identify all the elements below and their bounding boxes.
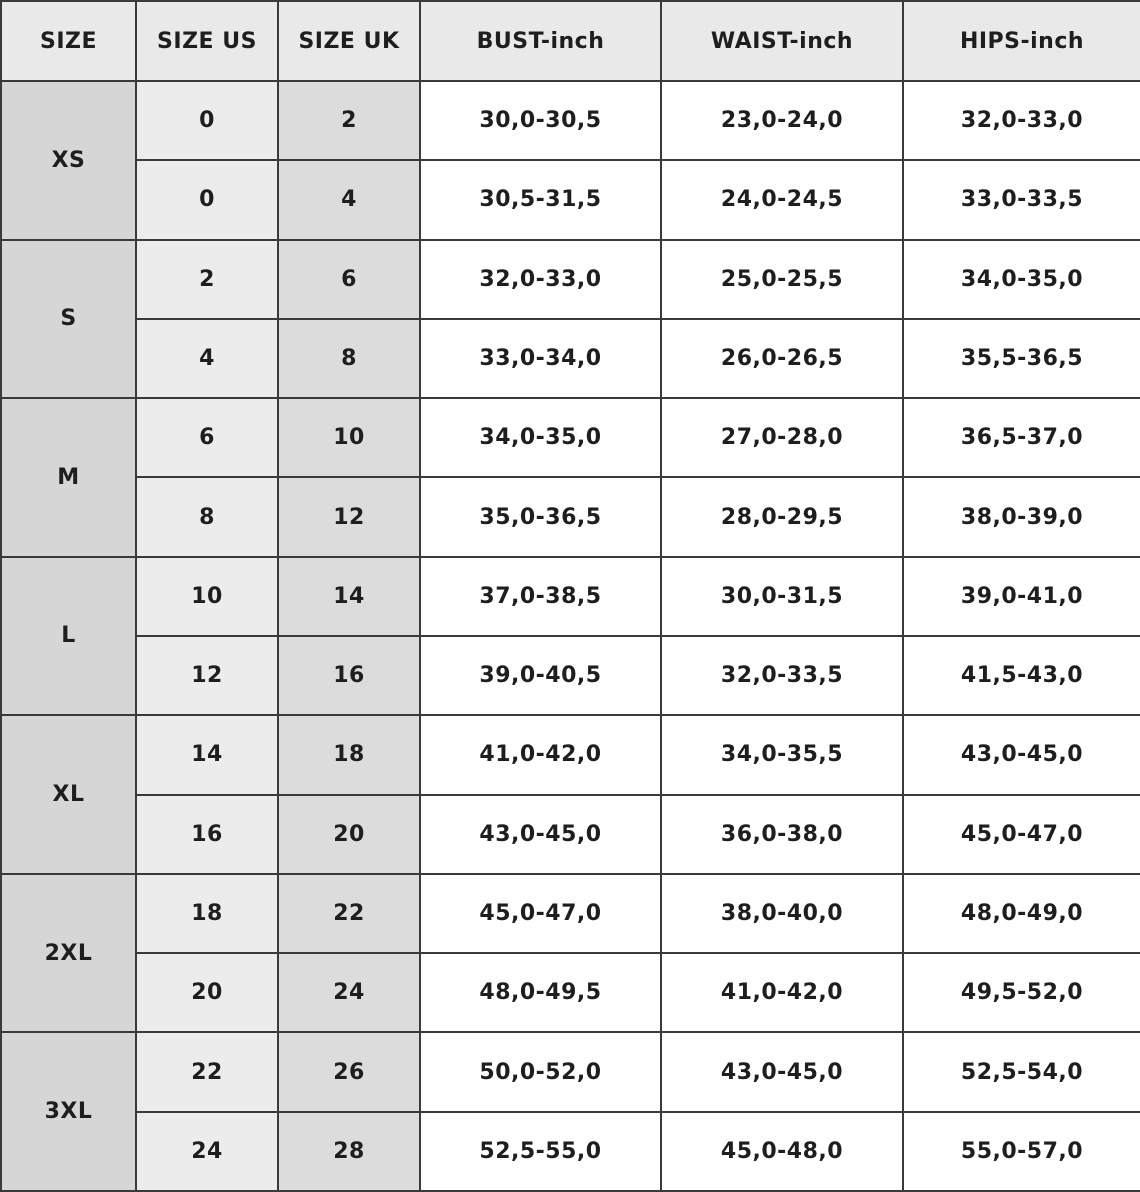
bust-value: 48,0-49,5 bbox=[420, 953, 661, 1032]
bust-value: 52,5-55,0 bbox=[420, 1112, 661, 1191]
bust-value: 33,0-34,0 bbox=[420, 319, 661, 398]
hips-value: 32,0-33,0 bbox=[903, 81, 1140, 160]
table-row bbox=[1, 874, 1140, 953]
hips-value: 43,0-45,0 bbox=[903, 715, 1140, 794]
hips-value: 38,0-39,0 bbox=[903, 477, 1140, 556]
hips-value: 39,0-41,0 bbox=[903, 557, 1140, 636]
header-bust: BUST-inch bbox=[420, 1, 661, 81]
size-uk-value: 28 bbox=[278, 1112, 420, 1191]
waist-value: 24,0-24,5 bbox=[661, 160, 903, 239]
table-row bbox=[1, 240, 1140, 319]
size-uk-value: 24 bbox=[278, 953, 420, 1032]
size-uk-value: 16 bbox=[278, 636, 420, 715]
table-row bbox=[1, 1112, 1140, 1191]
waist-value: 34,0-35,5 bbox=[661, 715, 903, 794]
size-us-value: 20 bbox=[136, 953, 278, 1032]
table-row bbox=[1, 795, 1140, 874]
size-us-value: 8 bbox=[136, 477, 278, 556]
waist-value: 32,0-33,5 bbox=[661, 636, 903, 715]
hips-value: 52,5-54,0 bbox=[903, 1032, 1140, 1111]
hips-value: 48,0-49,0 bbox=[903, 874, 1140, 953]
size-uk-value: 2 bbox=[278, 81, 420, 160]
waist-value: 36,0-38,0 bbox=[661, 795, 903, 874]
bust-value: 30,5-31,5 bbox=[420, 160, 661, 239]
size-us-value: 18 bbox=[136, 874, 278, 953]
size-uk-value: 6 bbox=[278, 240, 420, 319]
bust-value: 32,0-33,0 bbox=[420, 240, 661, 319]
size-us-value: 0 bbox=[136, 81, 278, 160]
waist-value: 41,0-42,0 bbox=[661, 953, 903, 1032]
bust-value: 30,0-30,5 bbox=[420, 81, 661, 160]
table-row bbox=[1, 81, 1140, 160]
size-uk-value: 4 bbox=[278, 160, 420, 239]
size-us-value: 0 bbox=[136, 160, 278, 239]
size-us-value: 6 bbox=[136, 398, 278, 477]
waist-value: 28,0-29,5 bbox=[661, 477, 903, 556]
size-uk-value: 18 bbox=[278, 715, 420, 794]
bust-value: 45,0-47,0 bbox=[420, 874, 661, 953]
size-label: XL bbox=[1, 715, 136, 874]
size-us-value: 22 bbox=[136, 1032, 278, 1111]
waist-value: 23,0-24,0 bbox=[661, 81, 903, 160]
waist-value: 45,0-48,0 bbox=[661, 1112, 903, 1191]
bust-value: 35,0-36,5 bbox=[420, 477, 661, 556]
hips-value: 34,0-35,0 bbox=[903, 240, 1140, 319]
hips-value: 33,0-33,5 bbox=[903, 160, 1140, 239]
header-size-uk: SIZE UK bbox=[278, 1, 420, 81]
waist-value: 43,0-45,0 bbox=[661, 1032, 903, 1111]
size-us-value: 2 bbox=[136, 240, 278, 319]
size-us-value: 4 bbox=[136, 319, 278, 398]
table-row bbox=[1, 636, 1140, 715]
size-uk-value: 10 bbox=[278, 398, 420, 477]
table-row bbox=[1, 1032, 1140, 1111]
size-label: L bbox=[1, 557, 136, 716]
size-us-value: 16 bbox=[136, 795, 278, 874]
bust-value: 34,0-35,0 bbox=[420, 398, 661, 477]
waist-value: 30,0-31,5 bbox=[661, 557, 903, 636]
waist-value: 27,0-28,0 bbox=[661, 398, 903, 477]
hips-value: 35,5-36,5 bbox=[903, 319, 1140, 398]
header-size-us: SIZE US bbox=[136, 1, 278, 81]
table-row bbox=[1, 398, 1140, 477]
header-row bbox=[1, 1, 1140, 81]
size-us-value: 14 bbox=[136, 715, 278, 794]
bust-value: 39,0-40,5 bbox=[420, 636, 661, 715]
table-row bbox=[1, 557, 1140, 636]
size-label: 3XL bbox=[1, 1032, 136, 1191]
hips-value: 41,5-43,0 bbox=[903, 636, 1140, 715]
bust-value: 37,0-38,5 bbox=[420, 557, 661, 636]
table-header bbox=[1, 1, 1140, 81]
size-us-value: 12 bbox=[136, 636, 278, 715]
header-size: SIZE bbox=[1, 1, 136, 81]
size-uk-value: 22 bbox=[278, 874, 420, 953]
size-uk-value: 12 bbox=[278, 477, 420, 556]
size-label: M bbox=[1, 398, 136, 557]
table-row bbox=[1, 953, 1140, 1032]
hips-value: 55,0-57,0 bbox=[903, 1112, 1140, 1191]
hips-value: 49,5-52,0 bbox=[903, 953, 1140, 1032]
bust-value: 41,0-42,0 bbox=[420, 715, 661, 794]
table-row bbox=[1, 160, 1140, 239]
size-uk-value: 26 bbox=[278, 1032, 420, 1111]
bust-value: 43,0-45,0 bbox=[420, 795, 661, 874]
size-uk-value: 20 bbox=[278, 795, 420, 874]
size-us-value: 24 bbox=[136, 1112, 278, 1191]
table-row bbox=[1, 477, 1140, 556]
size-label: XS bbox=[1, 81, 136, 240]
waist-value: 38,0-40,0 bbox=[661, 874, 903, 953]
header-hips: HIPS-inch bbox=[903, 1, 1140, 81]
hips-value: 45,0-47,0 bbox=[903, 795, 1140, 874]
table-body bbox=[1, 81, 1140, 1191]
size-us-value: 10 bbox=[136, 557, 278, 636]
header-waist: WAIST-inch bbox=[661, 1, 903, 81]
size-label: S bbox=[1, 240, 136, 399]
hips-value: 36,5-37,0 bbox=[903, 398, 1140, 477]
size-uk-value: 8 bbox=[278, 319, 420, 398]
bust-value: 50,0-52,0 bbox=[420, 1032, 661, 1111]
table-row bbox=[1, 715, 1140, 794]
waist-value: 26,0-26,5 bbox=[661, 319, 903, 398]
size-label: 2XL bbox=[1, 874, 136, 1033]
size-uk-value: 14 bbox=[278, 557, 420, 636]
waist-value: 25,0-25,5 bbox=[661, 240, 903, 319]
table-row bbox=[1, 319, 1140, 398]
